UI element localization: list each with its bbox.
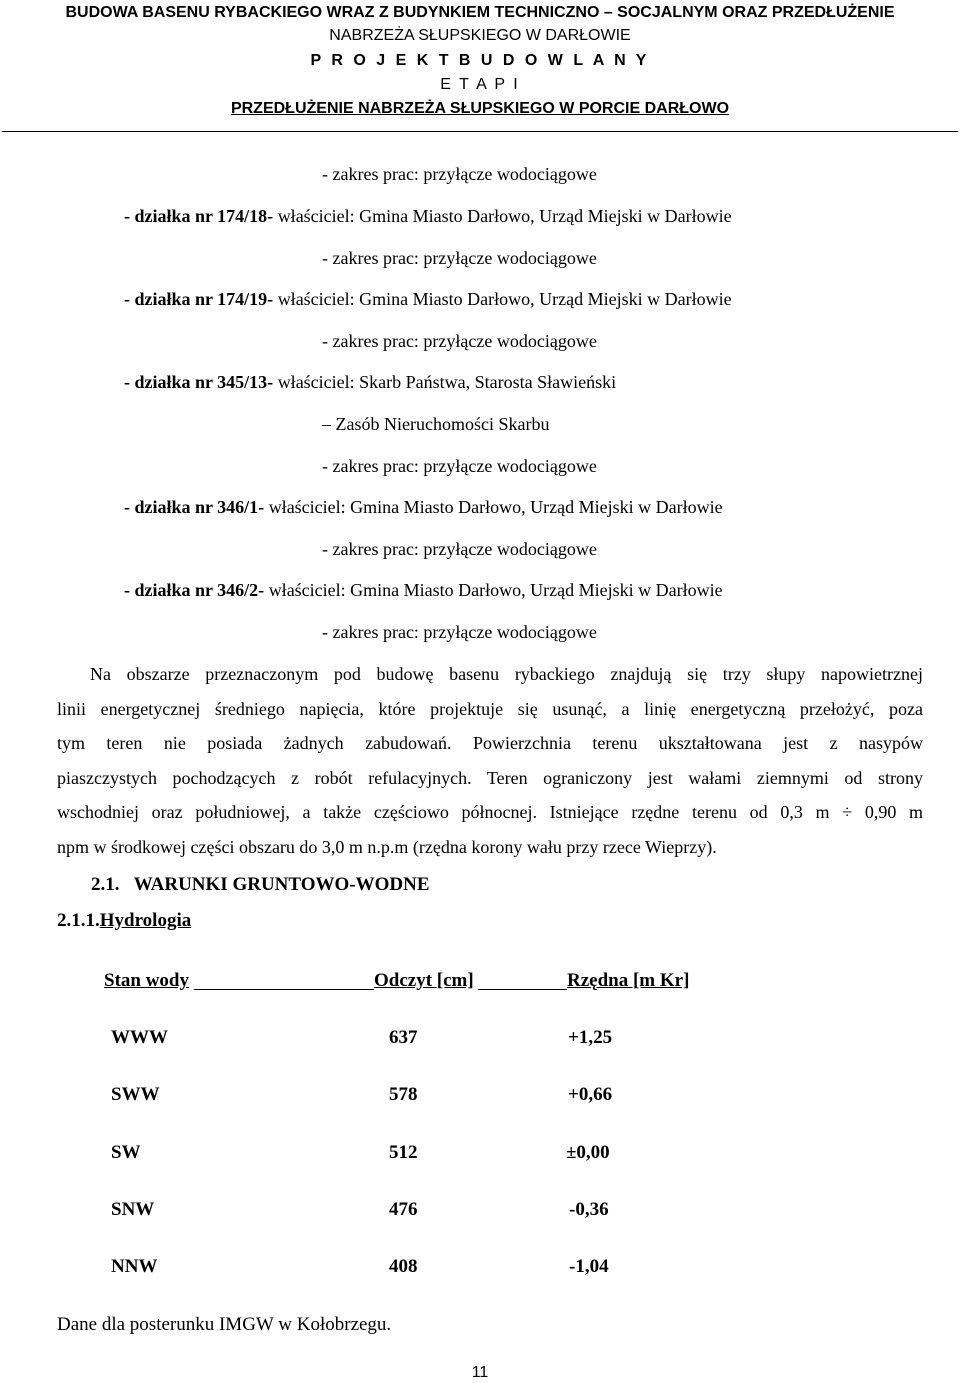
table-cell: 476 <box>389 1199 418 1220</box>
page-number: 11 <box>471 1364 489 1381</box>
table-cell: 578 <box>389 1084 418 1105</box>
parcel-line: - działka nr 174/19- właściciel: Gmina Miasto Darłowo, Urząd Miejski w Darłowie <box>124 289 732 309</box>
paragraph-line: piaszczystych pochodzących z robót refulacyjnych. Teren ograniczony jest wałami ziemnymi od strony <box>57 767 923 788</box>
table-header-stan-wody: Stan wody <box>104 970 189 991</box>
footer-note: Dane dla posterunku IMGW w Kołobrzegu. <box>57 1314 392 1335</box>
table-header-underline <box>478 989 567 990</box>
table-header-underline <box>194 989 374 990</box>
parcel-line: - zakres prac: przyłącze wodociągowe <box>322 164 597 184</box>
paragraph-line: tym teren nie posiada żadnych zabudowań. Powierzchnia terenu ukształtowana jest z nasypów <box>57 733 923 754</box>
section-heading: 2.1. WARUNKI GRUNTOWO-WODNE <box>91 874 430 895</box>
parcel-line: - działka nr 345/13- właściciel: Skarb Państwa, Starosta Sławieński <box>124 372 617 392</box>
parcel-line: - zakres prac: przyłącze wodociągowe <box>322 456 597 476</box>
table-cell: +0,66 <box>568 1084 613 1105</box>
parcel-line: - działka nr 174/18- właściciel: Gmina Miasto Darłowo, Urząd Miejski w Darłowie <box>124 206 732 226</box>
paragraph-line: Na obszarze przeznaczonym pod budowę basenu rybackiego znajdują się trzy słupy napowietrznej <box>90 664 923 684</box>
parcel-line: - działka nr 346/2- właściciel: Gmina Miasto Darłowo, Urząd Miejski w Darłowie <box>124 580 723 600</box>
parcel-line: - zakres prac: przyłącze wodociągowe <box>322 248 597 268</box>
table-header-odczyt: Odczyt [cm] <box>374 970 474 991</box>
table-cell: 408 <box>389 1256 418 1277</box>
header-line-2: NABRZEŻA SŁUPSKIEGO W DARŁOWIE <box>329 27 631 44</box>
division-symbol: ÷ <box>842 802 853 823</box>
table-cell: +1,25 <box>568 1027 613 1048</box>
header-stage: E T A P I <box>440 76 520 93</box>
header-divider <box>2 131 958 132</box>
table-cell: SNW <box>111 1199 155 1220</box>
parcel-line: - zakres prac: przyłącze wodociągowe <box>322 331 597 351</box>
table-header-rzedna: Rzędna [m Kr] <box>567 970 690 991</box>
table-cell: 512 <box>389 1142 418 1163</box>
table-cell: NNW <box>111 1256 158 1277</box>
paragraph-line: wschodniej oraz południowej, a także częściowo północnej. Istniejące rzędne terenu od 0,3 m ÷ 0,90 m <box>57 795 923 830</box>
table-cell: SWW <box>111 1084 160 1105</box>
parcel-line: - działka nr 346/1- właściciel: Gmina Miasto Darłowo, Urząd Miejski w Darłowie <box>124 497 723 517</box>
table-cell: 637 <box>389 1027 418 1048</box>
parcel-line: - zakres prac: przyłącze wodociągowe <box>322 622 597 642</box>
table-cell: SW <box>111 1142 141 1163</box>
parcel-line: - zakres prac: przyłącze wodociągowe <box>322 539 597 559</box>
paragraph-line: linii energetycznej średniego napięcia, które projektuje się usunąć, a linię energetyczną przełożyć, poza <box>57 698 923 719</box>
parcel-line: – Zasób Nieruchomości Skarbu <box>322 414 550 434</box>
table-cell: WWW <box>111 1027 168 1048</box>
table-cell: ±0,00 <box>566 1142 610 1163</box>
table-cell: -0,36 <box>569 1199 609 1220</box>
subsection-heading: 2.1.1.Hydrologia <box>57 910 192 931</box>
header-subtitle: PRZEDŁUŻENIE NABRZEŻA SŁUPSKIEGO W PORCIE DARŁOWO <box>230 100 730 117</box>
header-line-1: BUDOWA BASENU RYBACKIEGO WRAZ Z BUDYNKIEM TECHNICZNO – SOCJALNYM ORAZ PRZEDŁUŻENIE <box>65 4 895 21</box>
site-description-paragraph <box>57 657 923 865</box>
paragraph-line: npm w środkowej części obszaru do 3,0 m n.p.m (rzędna korony wału przy rzece Wieprzy). <box>57 836 717 857</box>
table-cell: -1,04 <box>569 1256 609 1277</box>
header-project-type: P R O J E K T B U D O W L A N Y <box>310 52 650 69</box>
